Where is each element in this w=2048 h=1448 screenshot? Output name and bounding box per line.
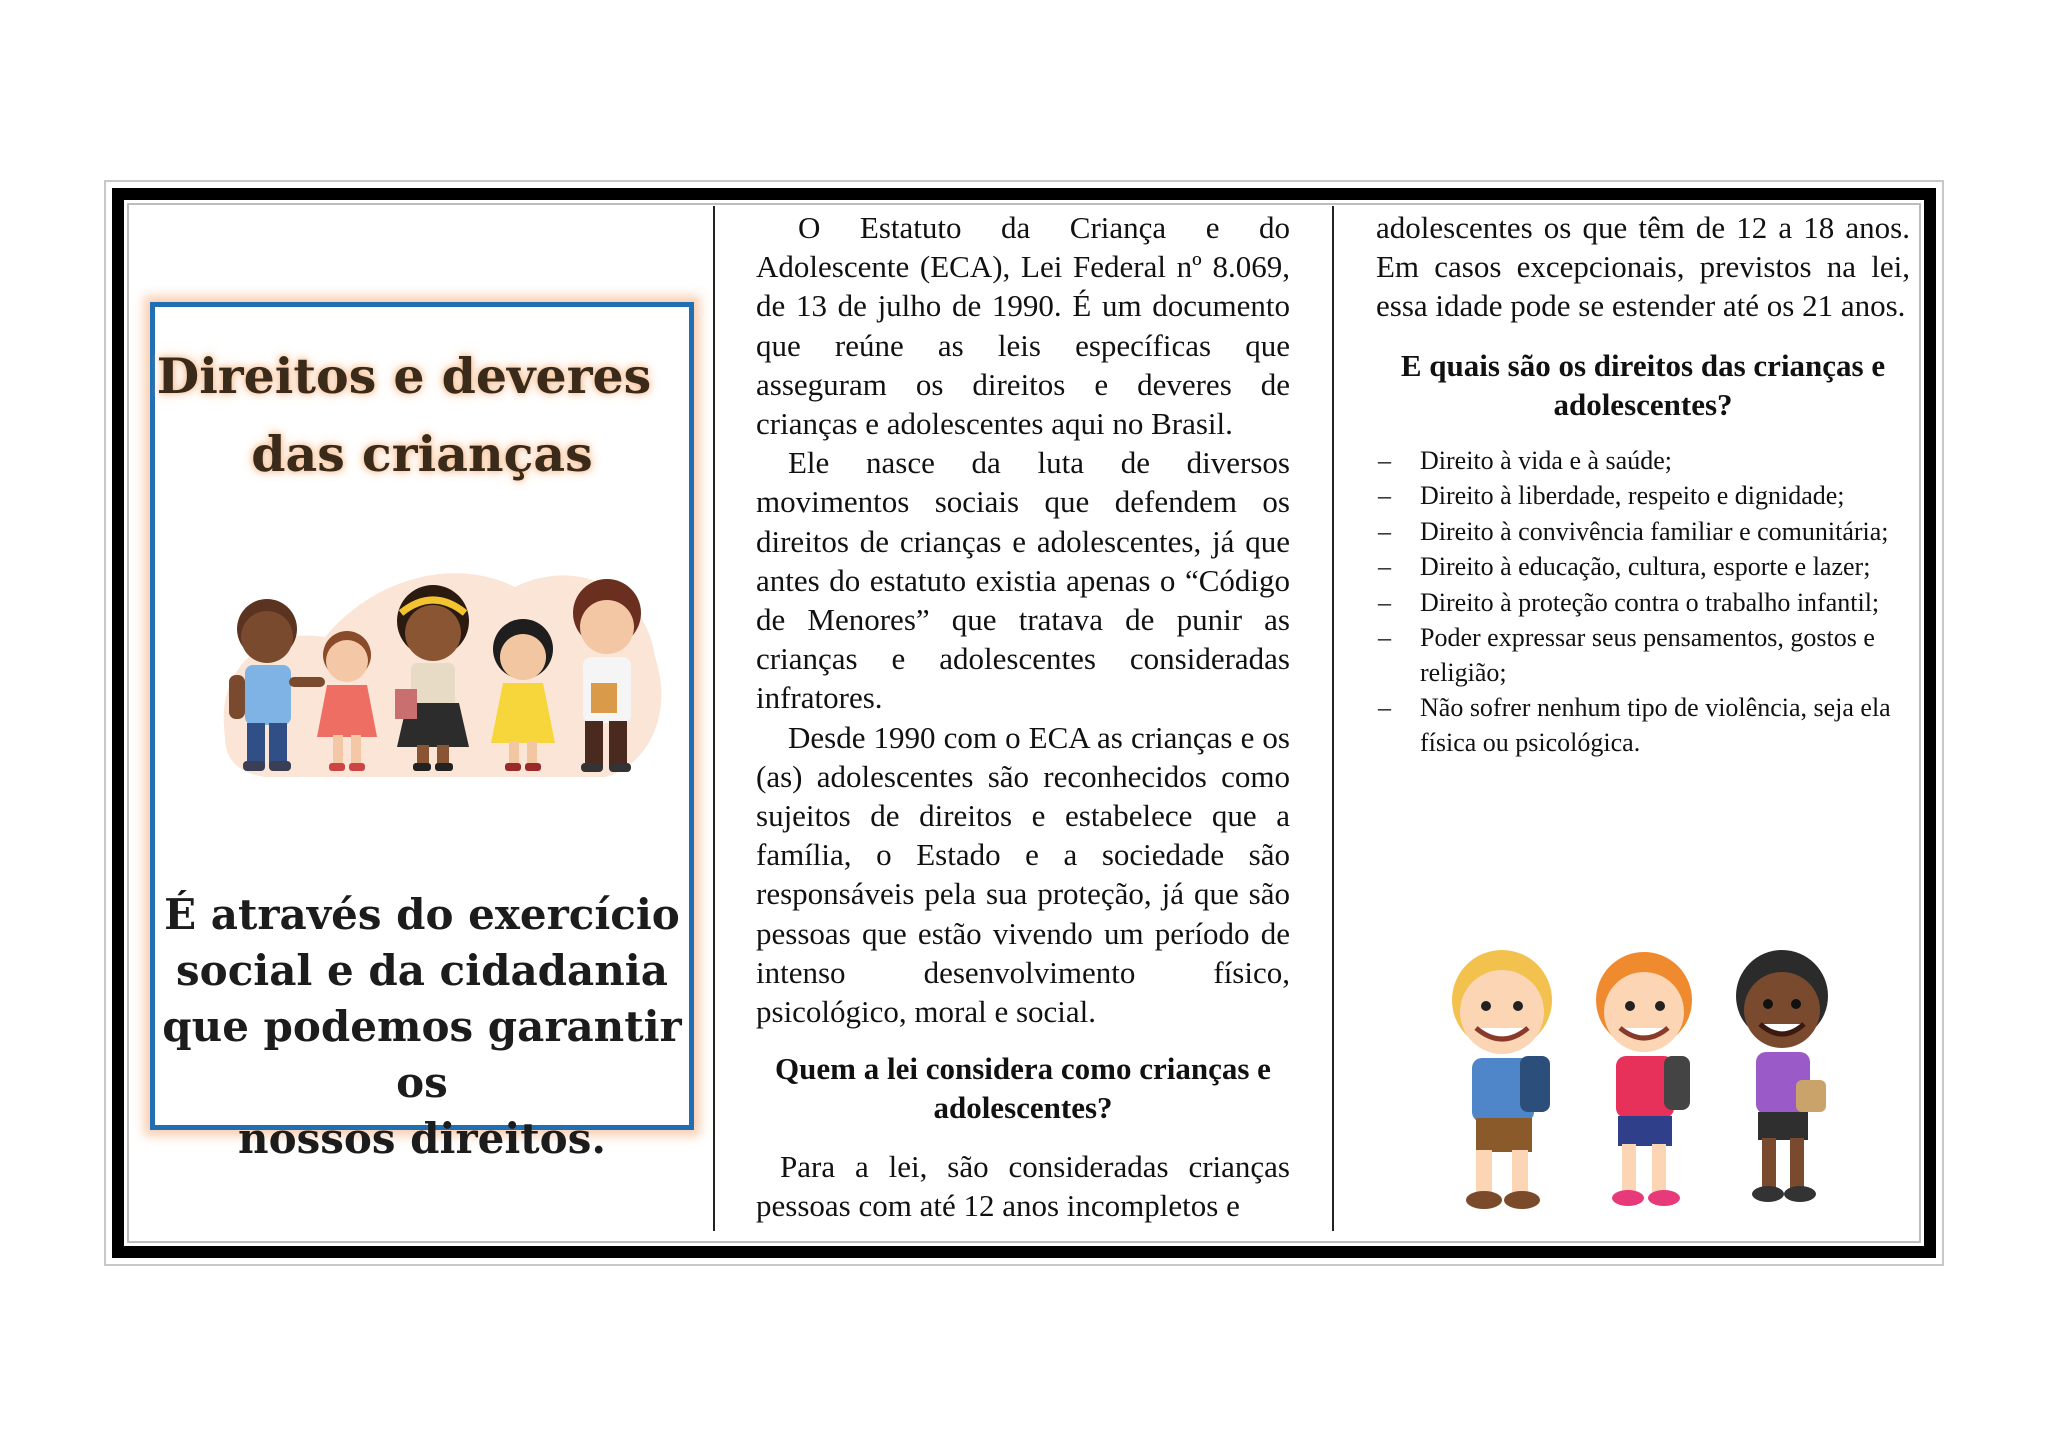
panel-divider-left xyxy=(713,206,715,1231)
cover-slogan xyxy=(155,887,689,1167)
list-bullet: – xyxy=(1378,481,1391,511)
list-item-text: Não sofrer nenhum tipo de violência, seja ela física ou psicológica. xyxy=(1420,693,1891,757)
age-answer-continuation: adolescentes os que têm de 12 a 18 anos. Em casos excepcionais, previstos na lei, essa idade pode se estender até os 21 anos. xyxy=(1376,210,1910,324)
list-item xyxy=(1376,586,1910,621)
list-bullet: – xyxy=(1378,445,1391,475)
cover-title-line-2: das crianças xyxy=(251,425,593,483)
list-item-text: Direito à proteção contra o trabalho infantil; xyxy=(1420,587,1880,617)
children-group-illustration xyxy=(205,517,665,817)
rights-list xyxy=(1376,444,1910,761)
cover-title-line-1: Direitos e deveres xyxy=(156,347,652,405)
cover-title xyxy=(155,337,689,493)
list-item xyxy=(1376,444,1910,479)
list-item xyxy=(1376,479,1910,514)
eca-text-column xyxy=(756,208,1290,1226)
cover-slogan-line-4: nossos direitos. xyxy=(238,1114,606,1163)
list-item-text: Poder expressar seus pensamentos, gostos e religião; xyxy=(1420,623,1875,687)
list-item xyxy=(1376,621,1910,690)
list-bullet: – xyxy=(1378,623,1391,653)
list-item-text: Direito à vida e à saúde; xyxy=(1420,445,1672,475)
kid-redhead-girl-figure xyxy=(1596,952,1692,1206)
list-bullet: – xyxy=(1378,516,1391,546)
list-item-text: Direito à convivência familiar e comunitária; xyxy=(1420,516,1889,546)
kid-girl-purple-figure xyxy=(1736,950,1828,1202)
cover-panel xyxy=(150,302,694,1163)
list-item-text: Direito à educação, cultura, esporte e lazer; xyxy=(1420,552,1871,582)
list-item xyxy=(1376,550,1910,585)
eca-history-paragraph: Ele nasce da luta de diversos movimentos sociais que defendem os direitos de crianças e adolescentes, já que antes do estatuto existia apenas o “Código de Menores” que tratava de punir as crianças e adolescentes consideradas infratores. xyxy=(756,445,1290,716)
list-bullet: – xyxy=(1378,587,1391,617)
kid-blond-boy-figure xyxy=(1452,950,1552,1209)
list-bullet: – xyxy=(1378,693,1391,723)
list-item xyxy=(1376,515,1910,550)
rights-question-heading: E quais são os direitos das crianças e adolescentes? xyxy=(1400,347,1886,422)
kids-walking-illustration xyxy=(1424,930,1884,1230)
list-item-text: Direito à liberdade, respeito e dignidade; xyxy=(1420,481,1845,511)
eca-intro-paragraph: O Estatuto da Criança e do Adolescente (ECA), Lei Federal nº 8.069, de 13 de julho de 1990. É um documento que reúne as leis específicas que asseguram os direitos e deveres de crianças e adolescentes aqui no Brasil. xyxy=(756,210,1290,442)
cover-slogan-line-3: que podemos garantir os xyxy=(162,1002,682,1107)
list-bullet: – xyxy=(1378,552,1391,582)
panel-divider-right xyxy=(1332,206,1334,1231)
cover-slogan-line-1: É através do exercício xyxy=(164,890,680,939)
age-answer-paragraph: Para a lei, são consideradas crianças pessoas com até 12 anos incompletos e xyxy=(756,1149,1290,1224)
rights-text-column xyxy=(1376,208,1910,761)
cover-slogan-line-2: social e da cidadania xyxy=(176,946,668,995)
age-question-heading: Quem a lei considera como crianças e adolescentes? xyxy=(775,1051,1271,1126)
eca-rights-paragraph: Desde 1990 com o ECA as crianças e os (as) adolescentes são reconhecidos como sujeitos de direitos e estabelece que a família, o Estado e a sociedade são responsáveis pela sua proteção, já que são pessoas que estão vivendo um período de intenso desenvolvimento físico, psicológico, moral e social. xyxy=(756,719,1290,1030)
list-item xyxy=(1376,691,1910,760)
